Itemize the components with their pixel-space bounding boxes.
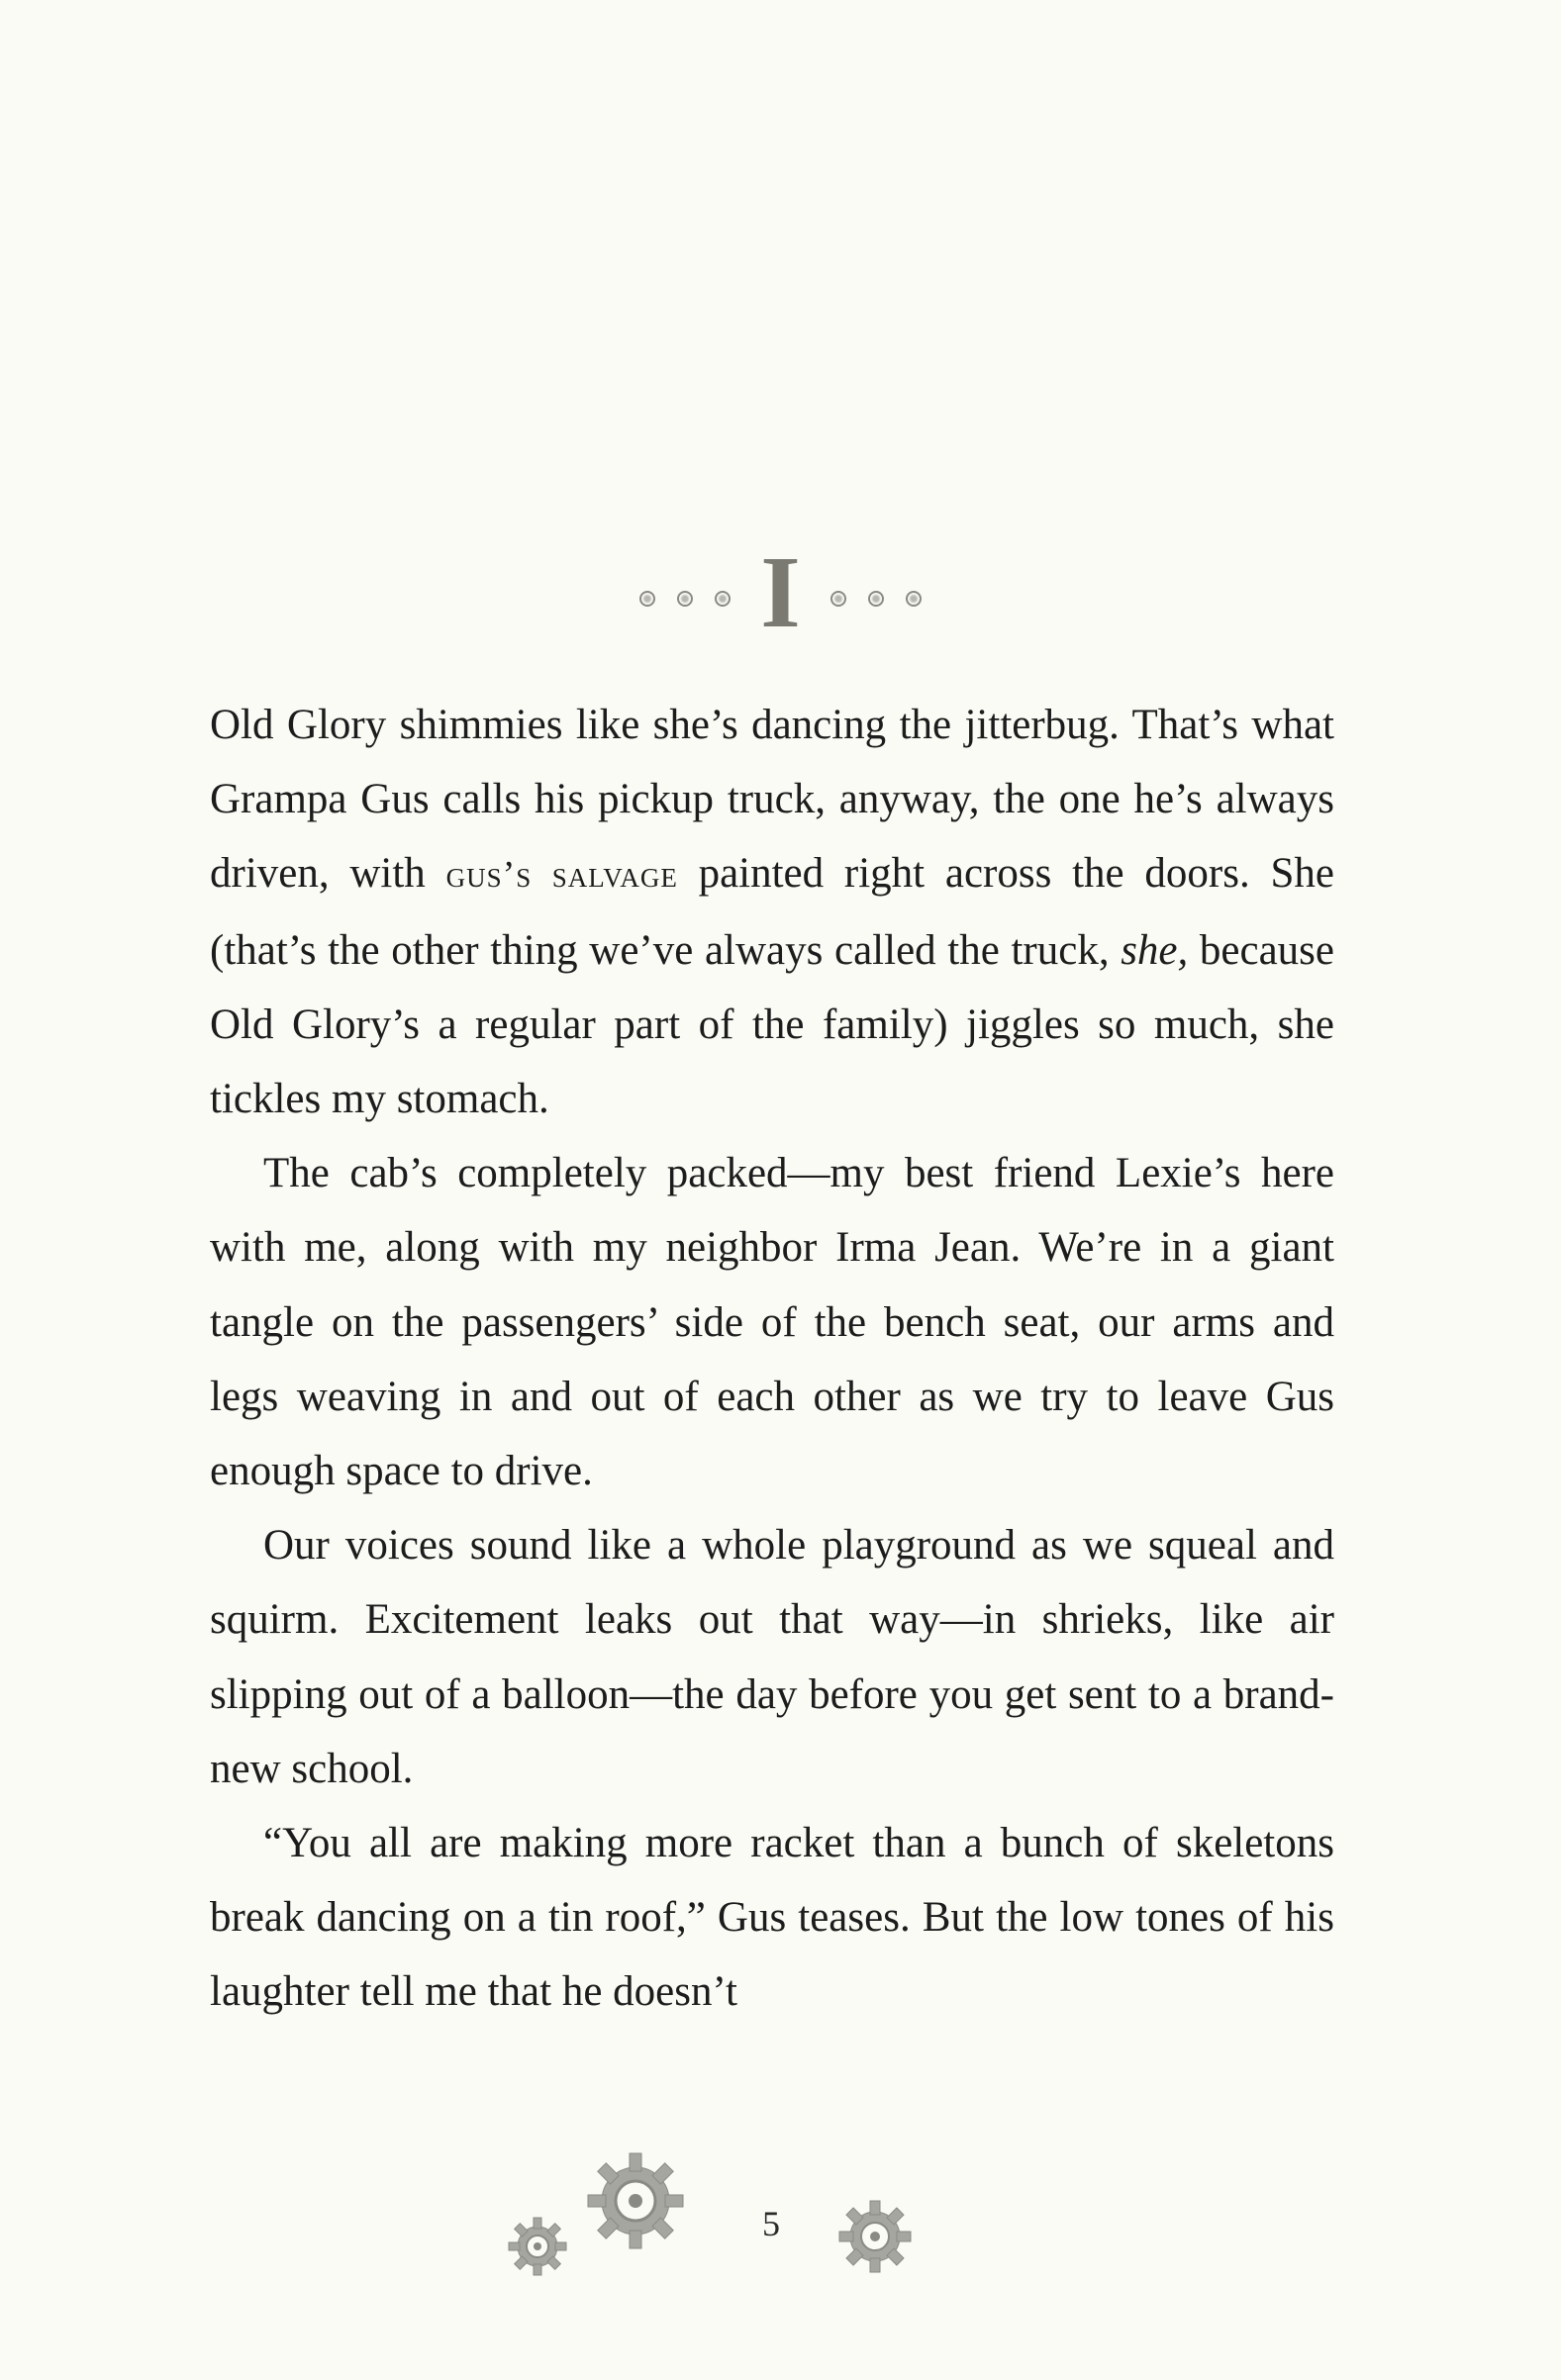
paragraph [210, 688, 1334, 1136]
ornament-dot-icon [639, 591, 655, 607]
ornament-dot-icon [677, 591, 693, 607]
gear-icon [586, 2151, 685, 2250]
paragraph-text: Old Glory shimmies like she’s dancing the jitterbug. That’s what Grampa Gus calls his pickup truck, anyway, the one he’s always driven, with [210, 702, 1334, 898]
ornament-dot-icon [868, 591, 884, 607]
chapter-number: I [760, 535, 801, 649]
ornament-dot-icon [715, 591, 731, 607]
gear-icon [837, 2199, 913, 2274]
paragraph: The cab’s completely packed—my best friend Lexie’s here with me, along with my neighbor Irma Jean. We’re in a giant tangle on the passengers’ side of the bench seat, our arms and legs weaving in and out of each other as we try to leave Gus enough space to drive. [210, 1150, 1334, 1495]
emphasis-text: she, [1121, 926, 1189, 974]
body-text [210, 688, 1334, 2030]
paragraph: “You all are making more racket than a bunch of skeletons break dancing on a tin roof,” Gus teases. But the low tones of his laughter tell me that he doesn’t [210, 1820, 1334, 2016]
page-footer [0, 2157, 1561, 2345]
ornament-dot-icon [906, 591, 922, 607]
paragraph-text: because Old Glory’s a regular part of the family) jiggles so much, she tickles my stomach. [210, 926, 1334, 1123]
page-number: 5 [762, 2204, 780, 2243]
ornament-dot-icon [830, 591, 846, 607]
paragraph: Our voices sound like a whole playground as we squeal and squirm. Excitement leaks out that way—in shrieks, like air slipping out of a balloon—the day before you get sent to a brand-new school. [210, 1522, 1334, 1792]
truck-door-lettering: gus’s salvage [445, 854, 678, 897]
gear-icon [508, 2217, 567, 2276]
paragraph-text: painted right across the doors. She (that’s the other thing we’ve always called the truck, [210, 850, 1334, 974]
chapter-heading [0, 535, 1561, 649]
